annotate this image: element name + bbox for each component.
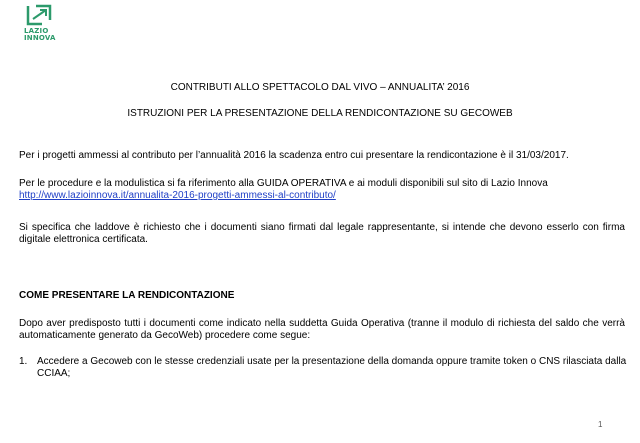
lazio-innova-link[interactable]: http://www.lazioinnova.it/annualita-2016-progetti-ammessi-al-contributo/ <box>19 190 336 201</box>
paragraph-intro: Dopo aver predisposto tutti i documenti come indicato nella suddetta Guida Operativa (tranne il modulo di richiesta del saldo che verrà automaticamente generato da GecoWeb) procedere come segue: <box>19 318 625 341</box>
list-item-text: Accedere a Gecoweb con le stesse credenziali usate per la presentazione della domanda oppure tramite token o CNS rilasciata dalla CCIAA; <box>37 356 627 379</box>
document-title: CONTRIBUTI ALLO SPETTACOLO DAL VIVO – ANNUALITA’ 2016 <box>170 82 470 93</box>
paragraph-procedure <box>19 178 625 202</box>
logo-mark-icon <box>26 4 52 26</box>
page-number: 1 <box>598 420 603 429</box>
logo-line-2: INNOVA <box>24 34 56 42</box>
procedure-text: Per le procedure e la modulistica si fa riferimento alla GUIDA OPERATIVA e ai moduli disponibili sul sito di Lazio Innova <box>19 178 548 189</box>
list-item-number: 1. <box>19 356 28 367</box>
document-subtitle: ISTRUZIONI PER LA PRESENTAZIONE DELLA RENDICONTAZIONE SU GECOWEB <box>127 108 513 119</box>
section-heading: COME PRESENTARE LA RENDICONTAZIONE <box>19 290 235 301</box>
paragraph-deadline: Per i progetti ammessi al contributo per l’annualità 2016 la scadenza entro cui presentare la rendicontazione è il 31/03/2017. <box>19 150 569 161</box>
logo-line-1: LAZIO <box>24 27 49 35</box>
paragraph-signature: Si specifica che laddove è richiesto che i documenti siano firmati dal legale rappresentante, si intende che devono esserlo con firma digitale elettronica certificata. <box>19 222 625 245</box>
lazio-innova-logo <box>12 4 62 42</box>
